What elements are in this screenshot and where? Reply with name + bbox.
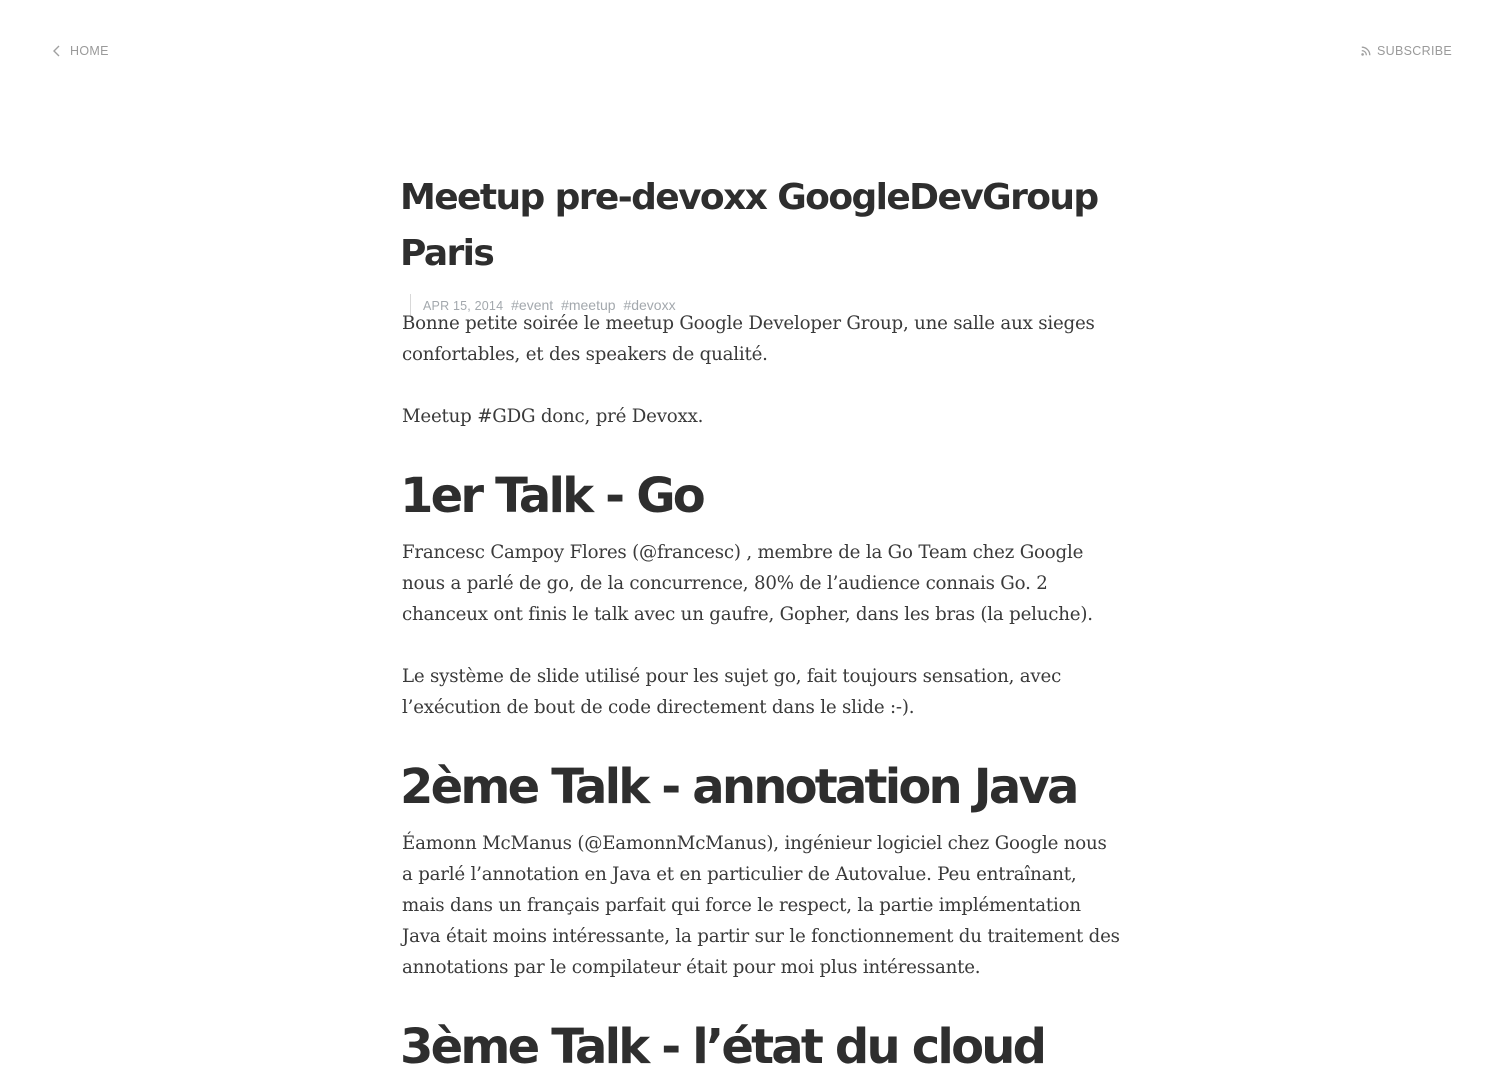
section-paragraph: Francesc Campoy Flores (@francesc) , membre de la Go Team chez Google nous a parlé de go, de la concurrence, 80% de l’audience connais Go. 2 chanceux ont finis le talk avec un gaufre, Gopher, dans les bras (la peluche).	[402, 542, 1093, 625]
home-link[interactable]	[52, 44, 109, 58]
tag-devoxx[interactable]: #devoxx	[623, 297, 676, 313]
post-date: APR 15, 2014	[423, 299, 504, 313]
section-heading-go: 1er Talk - Go	[400, 468, 703, 524]
chevron-left-icon	[52, 45, 62, 57]
post-article	[400, 170, 1120, 1088]
rss-icon	[1361, 46, 1371, 56]
section-paragraph: Éamonn McManus (@EamonnMcManus), ingénieur logiciel chez Google nous a parlé l’annotation en Java et en particulier de Autovalue. Peu entraînant, mais dans un français parfait qui force le respect, la partie implémentation Java était moins intéressante, la partir sur le fonctionnement du traitement des annotations par le compilateur était pour moi plus intéressante.	[402, 833, 1120, 978]
section-heading-java: 2ème Talk - annotation Java	[400, 759, 1077, 815]
section-heading-cloud: 3ème Talk - l’état du cloud	[400, 1019, 1045, 1075]
section-paragraph: Le système de slide utilisé pour les sujet go, fait toujours sensation, avec l’exécution de bout de code directement dans le slide :-).	[402, 666, 1062, 718]
home-label: HOME	[70, 44, 109, 58]
subscribe-link[interactable]	[1361, 44, 1452, 58]
top-navigation	[0, 44, 1500, 64]
intro-paragraph: Meetup #GDG donc, pré Devoxx.	[402, 406, 704, 427]
tag-meetup[interactable]: #meetup	[561, 297, 616, 313]
subscribe-label: SUBSCRIBE	[1377, 44, 1452, 58]
post-title: Meetup pre-devoxx GoogleDevGroup Paris	[400, 177, 1098, 274]
post-content	[400, 308, 1120, 1080]
tag-event[interactable]: #event	[511, 297, 554, 313]
intro-paragraph: Bonne petite soirée le meetup Google Developer Group, une salle aux sieges confortables, et des speakers de qualité.	[402, 313, 1095, 365]
